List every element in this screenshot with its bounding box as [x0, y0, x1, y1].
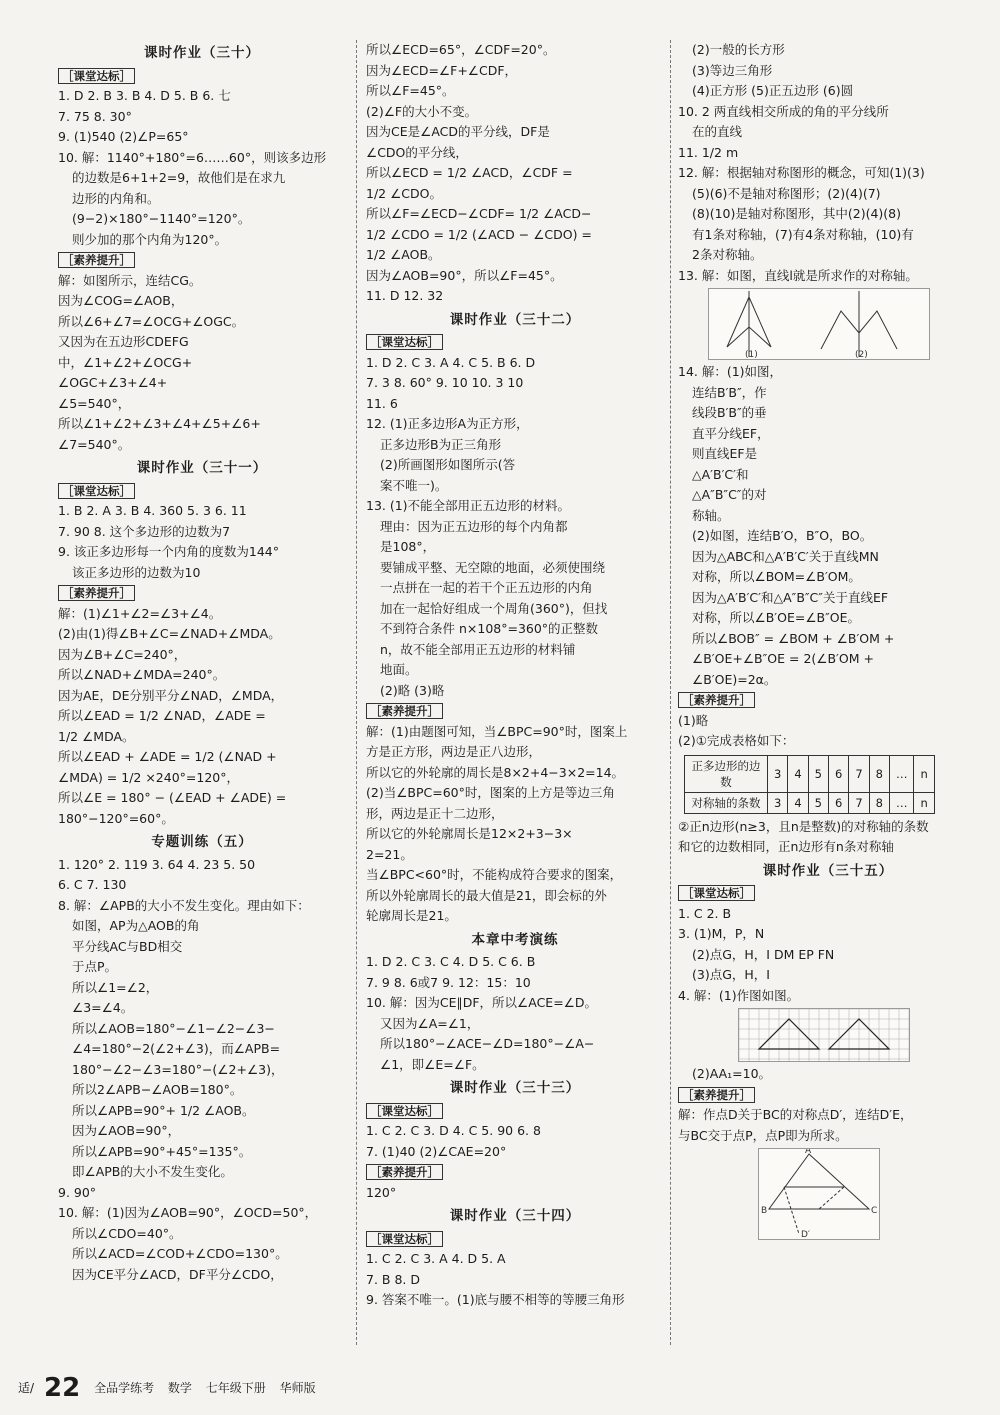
table-cell: 5	[808, 755, 828, 792]
answer-line: 所以它的外轮廓周长是12×2+3−3×	[366, 826, 573, 841]
answer-line: 1. B 2. A 3. B 4. 360 5. 3 6. 11	[58, 503, 247, 518]
answer-line: 所以∠BOB″ = ∠BOM + ∠B′OM +	[692, 630, 895, 646]
subsection-row	[678, 883, 978, 904]
answer-line: 正多边形B为正三角形	[380, 436, 502, 452]
answer-line: 于点P。	[72, 959, 118, 974]
answer-line: 轮廓周长是21。	[366, 908, 457, 923]
answer-line: 地面。	[380, 662, 418, 677]
answer-line: 7. B 8. D	[366, 1271, 420, 1287]
answer-column-3	[678, 40, 978, 1345]
table-cell: 5	[808, 792, 828, 813]
answer-line: 因为CE是∠ACD的平分线，DF是	[366, 124, 550, 139]
geometry-figure	[738, 1008, 910, 1062]
answer-line: 要铺成平整、无空隙的地面，必须使围绕	[380, 559, 606, 575]
answer-line: 11. 1/2 m	[678, 144, 739, 160]
answer-line: 对称，所以∠BOM=∠B′OM。	[692, 569, 861, 584]
answer-line: 对称，所以∠B′OE=∠B″OE。	[692, 610, 861, 625]
answer-line: 不到符合条件 n×108°=360°的正整数	[380, 621, 599, 636]
svg-text:B: B	[761, 1206, 768, 1216]
answer-line: 即∠APB的大小不发生变化。	[72, 1164, 233, 1179]
answer-line: 所以它的外轮廓的周长是8×2+4−3×2=14。	[366, 764, 625, 780]
section-title: 课时作业（三十一）	[136, 460, 268, 476]
answer-line: 8. 解：∠APB的大小不发生变化。理由如下：	[58, 897, 310, 913]
answer-line: 所以∠CDO=40°。	[72, 1225, 182, 1241]
subsection-row	[366, 701, 664, 722]
answer-line: 边形的内角和。	[72, 190, 160, 206]
answer-line: 因为∠B+∠C=240°，	[58, 646, 187, 662]
subsection-row	[366, 1101, 664, 1122]
answer-line: 所以∠ECD = 1/2 ∠ACD，∠CDF =	[366, 165, 573, 180]
answer-line: 有1条对称轴，(7)有4条对称轴，(10)有	[692, 226, 914, 242]
answer-line: 13. 解：如图，直线l就是所求作的对称轴。	[678, 267, 918, 283]
answer-line: (1)略	[678, 712, 709, 728]
page-prefix: 适/	[18, 1380, 35, 1395]
book-title: 全品学练考	[94, 1380, 155, 1395]
answer-line: 如图，AP为△AOB的角	[72, 918, 200, 933]
answer-line: 1. D 2. B 3. B 4. D 5. B 6. 七	[58, 88, 231, 103]
svg-text:C: C	[871, 1206, 878, 1216]
geometry-figure	[708, 288, 930, 360]
answer-line: 7. 9 8. 6或7 9. 12：15：10	[366, 974, 531, 990]
answer-line: △A″B″C″的对	[692, 487, 767, 502]
section-title: 课时作业（三十二）	[449, 311, 581, 328]
answer-line: 11. D 12. 32	[366, 288, 444, 303]
edition: 华师版	[279, 1380, 316, 1395]
answer-line: ∠B′OE)=2α。	[692, 671, 777, 687]
section-title: 课时作业（三十五）	[762, 862, 894, 879]
subsection-tag: ［课堂达标］	[366, 1231, 443, 1247]
answer-line: 14. 解：(1)如图，	[678, 364, 783, 379]
answer-line: ∠OGC+∠3+∠4+	[58, 375, 168, 390]
answer-line: 所以∠NAD+∠MDA=240°。	[58, 667, 226, 682]
table-cell: n	[914, 792, 934, 813]
answer-line: ∠3=∠4。	[72, 1000, 134, 1015]
table-cell: …	[889, 755, 914, 792]
grade: 七年级下册	[205, 1380, 266, 1395]
section-title: 课时作业（三十四）	[449, 1208, 581, 1224]
answer-line: ∠MDA) = 1/2 ×240°=120°，	[58, 769, 239, 785]
answer-line: 解：(1)由题图可知，当∠BPC=90°时，图案上	[366, 723, 628, 739]
table-cell: 3	[768, 792, 788, 813]
answer-line: 在的直线	[692, 124, 743, 139]
answer-line: 1. C 2. C 3. D 4. C 5. 90 6. 8	[366, 1123, 541, 1138]
answer-line: 解：作点D关于BC的对称点D′，连结D′E，	[678, 1107, 913, 1122]
answer-line: 所以∠ECD=65°，∠CDF=20°。	[366, 42, 556, 57]
subsection-tag: ［课堂达标］	[366, 1103, 443, 1119]
answer-line: 当∠BPC<60°时，不能构成符合要求的图案，	[366, 867, 623, 882]
answer-line: (2)所画图形如图所示(答	[380, 457, 516, 472]
geometry-figure	[758, 1148, 880, 1240]
subsection-row	[366, 332, 664, 353]
answer-line: 所以180°−∠ACE−∠D=180°−∠A−	[380, 1036, 595, 1051]
answer-line: 4. 解：(1)作图如图。	[678, 987, 800, 1003]
answer-line: ∠4=180°−2(∠2+∠3)，而∠APB=	[72, 1041, 281, 1056]
answer-line: (2)如图，连结B′O，B″O，BO。	[692, 528, 873, 543]
answer-line: 7. 90 8. 这个多边形的边数为7	[58, 523, 231, 539]
svg-text:(1): (1)	[745, 350, 758, 359]
subsection-row	[58, 250, 346, 271]
answer-line: 所以∠EAD = 1/2 ∠NAD，∠ADE =	[58, 708, 266, 723]
table-cell: 8	[869, 792, 889, 813]
table-cell: n	[914, 755, 934, 792]
answer-line: 线段B′B″的垂	[692, 405, 767, 420]
table-cell: 6	[828, 792, 848, 813]
answer-line: (8)(10)是轴对称图形，其中(2)(4)(8)	[692, 206, 901, 221]
answer-line: 理由：因为正五边形的每个内角都	[380, 518, 568, 534]
answer-line: 1/2 ∠AOB。	[366, 247, 441, 262]
answer-line: 1. D 2. C 3. A 4. C 5. B 6. D	[366, 354, 536, 370]
answer-line: 1/2 ∠CDO = 1/2 (∠ACD − ∠CDO) =	[366, 226, 592, 242]
answer-line: 因为CE平分∠ACD，DF平分∠CDO，	[72, 1266, 283, 1282]
subsection-row	[678, 690, 978, 711]
answer-line: 1. 120° 2. 119 3. 64 4. 23 5. 50	[58, 856, 256, 872]
subsection-row	[366, 1229, 664, 1250]
answer-line: 12. (1)正多边形A为正方形，	[366, 416, 529, 431]
answer-line: 称轴。	[692, 507, 730, 523]
subsection-tag: ［素养提升］	[678, 692, 755, 708]
answer-line: 所以∠E = 180° − (∠EAD + ∠ADE) =	[58, 790, 287, 805]
column-divider	[670, 40, 671, 1345]
page-footer	[18, 1373, 326, 1403]
table-row-head: 对称轴的条数	[685, 792, 768, 813]
table-cell: 4	[788, 755, 808, 792]
answer-line: ∠7=540°。	[58, 436, 131, 452]
answer-line: n，故不能全部用正五边形的材料铺	[380, 641, 576, 657]
subsection-tag: ［课堂达标］	[58, 483, 135, 499]
subsection-tag: ［课堂达标］	[678, 885, 755, 901]
answer-line: 又因为∠A=∠1，	[380, 1015, 480, 1031]
answer-line: 所以∠AOB=180°−∠1−∠2−∠3−	[72, 1020, 275, 1036]
answer-line: ∠5=540°，	[58, 395, 131, 411]
answer-line: 一点拼在一起的若干个正五边形的内角	[380, 580, 593, 595]
answer-line: 3. (1)M，P，N	[678, 926, 765, 941]
table-row	[685, 755, 935, 792]
answer-line: 2=21。	[366, 846, 413, 862]
answer-line: 9. (1)540 (2)∠P=65°	[58, 129, 189, 144]
answer-line: (5)(6)不是轴对称图形；(2)(4)(7)	[692, 185, 881, 201]
answer-line: 因为∠ECD=∠F+∠CDF，	[366, 62, 518, 78]
answer-line: 的边数是6+1+2=9，故他们是在求九	[72, 170, 286, 185]
subsection-row	[58, 66, 346, 87]
answer-line: 形，两边是正十二边形，	[366, 805, 504, 821]
answer-line: 9. 答案不唯一。(1)底与腰不相等的等腰三角形	[366, 1292, 625, 1307]
polygon-symmetry-table	[684, 755, 935, 814]
table-row-head: 正多边形的边数	[685, 755, 768, 792]
table-cell: 6	[828, 755, 848, 792]
answer-line: 1/2 ∠CDO。	[366, 185, 442, 201]
answer-line: 又因为在五边形CDEFG	[58, 334, 189, 349]
answer-line: 6. C 7. 130	[58, 877, 127, 892]
answer-line: 10. 解：因为CE∥DF，所以∠ACE=∠D。	[366, 995, 598, 1010]
answer-line: 直平分线EF，	[692, 425, 770, 441]
subsection-row	[366, 1162, 664, 1183]
answer-line: 解：如图所示，连结CG。	[58, 272, 202, 288]
answer-line: 所以∠F=∠ECD−∠CDF= 1/2 ∠ACD−	[366, 206, 592, 221]
answer-line: 解：(1)∠1+∠2=∠3+∠4。	[58, 605, 222, 621]
answer-line: (2)一般的长方形	[692, 42, 785, 57]
subject: 数学	[167, 1380, 192, 1395]
answer-line: 因为∠AOB=90°，	[72, 1123, 181, 1138]
subsection-tag: ［素养提升］	[58, 585, 135, 601]
answer-line: 2条对称轴。	[692, 247, 763, 262]
answer-line: 1/2 ∠MDA。	[58, 728, 135, 744]
subsection-tag: ［课堂达标］	[58, 68, 135, 84]
subsection-tag: ［素养提升］	[366, 703, 443, 719]
column-3-top	[678, 40, 978, 752]
answer-line: 120°	[366, 1184, 397, 1200]
subsection-tag: ［素养提升］	[366, 1164, 443, 1180]
subsection-row	[58, 481, 346, 502]
answer-line: 该正多边形的边数为10	[72, 564, 201, 580]
answer-column-1	[58, 40, 346, 1345]
answer-line: 180°−∠2−∠3=180°−(∠2+∠3)，	[72, 1061, 284, 1077]
answer-line: 1. D 2. C 3. C 4. D 5. C 6. B	[366, 954, 536, 969]
section-title: 课时作业（三十）	[144, 45, 260, 61]
table-cell: 3	[768, 755, 788, 792]
answer-line: (2)由(1)得∠B+∠C=∠NAD+∠MDA。	[58, 626, 281, 641]
answer-line: 因为AE，DE分别平分∠NAD，∠MDA，	[58, 687, 284, 703]
answer-line: 所以∠APB=90°+45°=135°。	[72, 1143, 252, 1159]
answer-line: 180°−120°=60°。	[58, 810, 174, 826]
table-cell: 7	[849, 792, 869, 813]
answer-line: 所以外轮廓周长的最大值是21，即会标的外	[366, 887, 607, 903]
answer-line: 7. 75 8. 30°	[58, 108, 132, 124]
column-3-bottom	[678, 817, 978, 1241]
answer-line: 9. 90°	[58, 1184, 97, 1200]
answer-line: ∠CDO的平分线，	[366, 144, 468, 160]
answer-line: (2)AA₁=10。	[692, 1066, 772, 1081]
answer-line: (2)点G，H，I DM EP FN	[692, 946, 835, 962]
answer-line: (2)略 (3)略	[380, 682, 445, 698]
answer-line: 平分线AC与BD相交	[72, 938, 183, 954]
answer-line: 所以∠EAD + ∠ADE = 1/2 (∠NAD +	[58, 749, 277, 764]
answer-line: (3)等边三角形	[692, 62, 773, 78]
answer-line: (2)当∠BPC=60°时，图案的上方是等边三角	[366, 785, 615, 800]
answer-line: 12. 解：根据轴对称图形的概念，可知(1)(3)	[678, 165, 925, 180]
table-row	[685, 792, 935, 813]
answer-line: ∠B′OE+∠B″OE = 2(∠B′OM +	[692, 651, 874, 666]
subsection-tag: ［素养提升］	[678, 1087, 755, 1103]
answer-line: 1. C 2. B	[678, 905, 732, 921]
subsection-row	[678, 1085, 978, 1106]
answer-line: 13. (1)不能全部用正五边形的材料。	[366, 498, 571, 513]
answer-line: 7. (1)40 (2)∠CAE=20°	[366, 1143, 507, 1159]
section-title: 课时作业（三十三）	[449, 1080, 581, 1096]
answer-line: 中，∠1+∠2+∠OCG+	[58, 354, 193, 370]
answer-line: 和它的边数相同，正n边形有n条对称轴	[678, 839, 894, 854]
answer-line: 则少加的那个内角为120°。	[72, 231, 228, 247]
answer-line: 是108°，	[380, 539, 436, 554]
column-divider	[356, 40, 357, 1345]
svg-text:A: A	[805, 1149, 812, 1156]
answer-line: 9. 该正多边形每一个内角的度数为144°	[58, 544, 280, 559]
answer-line: 案不唯一)。	[380, 477, 448, 493]
answer-line: 11. 6	[366, 395, 398, 411]
answer-line: 则直线EF是	[692, 446, 758, 461]
answer-line: 所以∠6+∠7=∠OCG+∠OGC。	[58, 313, 245, 329]
page-number: 22	[44, 1373, 81, 1403]
answer-line: 与BC交于点P，点P即为所求。	[678, 1127, 848, 1143]
answer-line: (9−2)×180°−1140°=120°。	[72, 211, 251, 226]
table-cell: 4	[788, 792, 808, 813]
answer-line: 因为△A′B′C′和△A″B″C″关于直线EF	[692, 589, 889, 605]
answer-line: 所以2∠APB−∠AOB=180°。	[72, 1082, 243, 1097]
answer-line: 因为∠COG=∠AOB，	[58, 293, 184, 308]
answer-line: 所以∠APB=90°+ 1/2 ∠AOB。	[72, 1102, 255, 1118]
svg-text:D′: D′	[801, 1230, 810, 1239]
answer-line: 所以∠F=45°。	[366, 83, 455, 98]
answer-line: (4)正方形 (5)正五边形 (6)圆	[692, 83, 854, 98]
answer-line: 10. 解：(1)因为∠AOB=90°，∠OCD=50°，	[58, 1205, 318, 1220]
answer-line: (2)①完成表格如下：	[678, 733, 795, 748]
answer-line: 连结B′B″，作	[692, 384, 767, 400]
section-title: 本章中考演练	[471, 931, 559, 948]
answer-line: △A′B′C′和	[692, 466, 749, 482]
subsection-row	[58, 583, 346, 604]
answer-line: 1. C 2. C 3. A 4. D 5. A	[366, 1251, 506, 1266]
answer-line: 10. 解：1140°+180°=6……60°，则该多边形	[58, 149, 327, 165]
answer-line: 7. 3 8. 60° 9. 10 10. 3 10	[366, 375, 524, 390]
table-cell: 8	[869, 755, 889, 792]
answer-line: 所以∠ACD=∠COD+∠CDO=130°。	[72, 1246, 288, 1261]
answer-line: ∠1，即∠E=∠F。	[380, 1056, 485, 1072]
answer-line: (3)点G，H，I	[692, 967, 770, 982]
subsection-tag: ［课堂达标］	[366, 334, 443, 350]
answer-line: 因为△ABC和△A′B′C′关于直线MN	[692, 548, 879, 564]
answer-line: 加在一起恰好组成一个周角(360°)，但找	[380, 600, 608, 616]
answer-line: 所以∠1=∠2，	[72, 979, 159, 995]
svg-text:(2): (2)	[855, 350, 868, 359]
answer-column-2	[366, 40, 664, 1345]
answer-line: 因为∠AOB=90°，所以∠F=45°。	[366, 267, 563, 283]
table-cell: 7	[849, 755, 869, 792]
table-cell: …	[889, 792, 914, 813]
answer-line: ②正n边形(n≥3，且n是整数)的对称轴的条数	[678, 818, 929, 834]
answer-line: 所以∠1+∠2+∠3+∠4+∠5+∠6+	[58, 416, 261, 431]
answer-line: (2)∠F的大小不变。	[366, 103, 478, 119]
subsection-tag: ［素养提升］	[58, 252, 135, 268]
section-title: 专题训练（五）	[151, 834, 253, 850]
answer-line: 方是正方形，两边是正八边形，	[366, 744, 542, 759]
answer-line: 10. 2 两直线相交所成的角的平分线所	[678, 103, 889, 119]
